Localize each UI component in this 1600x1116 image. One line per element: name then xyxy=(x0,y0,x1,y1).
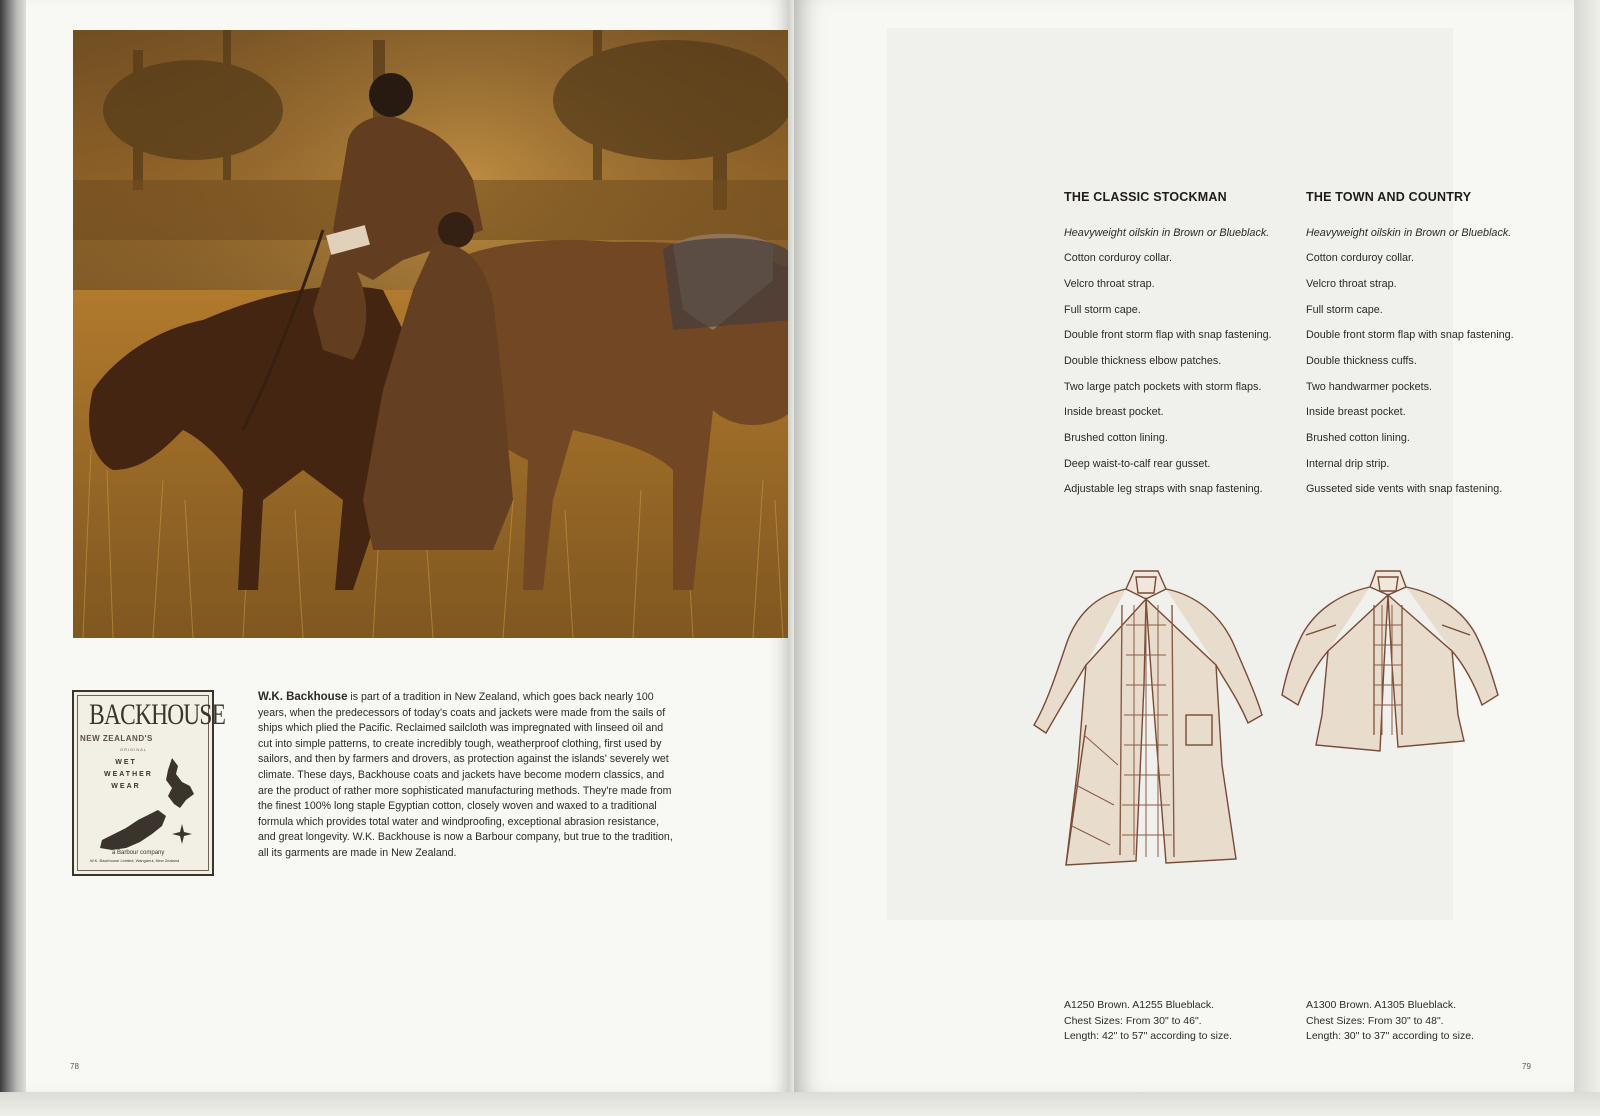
stockman-specs xyxy=(1064,998,1294,1045)
logo-footer-small: W.K. Backhouse Limited, Wanganui, New Zealand xyxy=(90,858,180,863)
product-feature: Deep waist-to-calf rear gusset. xyxy=(1064,457,1211,470)
logo-brand-text: BACKHOUSE xyxy=(89,698,226,731)
right-page xyxy=(794,0,1574,1092)
riders-with-horses-photo xyxy=(73,30,793,638)
logo-original: ORIGINAL xyxy=(120,747,148,752)
logo-line-weather: WEATHER xyxy=(104,771,153,778)
backhouse-logo xyxy=(72,690,226,876)
product-feature: Velcro throat strap. xyxy=(1064,277,1155,290)
page-bottom-edge xyxy=(0,1092,1600,1116)
page-edge xyxy=(1574,0,1600,1116)
product-column-stockman xyxy=(1064,190,1294,508)
product-feature: Internal drip strip. xyxy=(1306,457,1390,470)
product-feature: Gusseted side vents with snap fastening. xyxy=(1306,483,1503,496)
binding-spine xyxy=(0,0,28,1100)
product-feature: Cotton corduroy collar. xyxy=(1306,252,1415,265)
spec-line: A1300 Brown. A1305 Blueblack. xyxy=(1306,999,1457,1011)
logo-footer: a Barbour company xyxy=(112,850,165,856)
product-feature: Adjustable leg straps with snap fastening. xyxy=(1064,483,1263,496)
product-feature: Double thickness cuffs. xyxy=(1306,354,1417,367)
logo-subtitle: NEW ZEALAND'S xyxy=(80,734,153,743)
intro-brand: W.K. Backhouse xyxy=(258,691,348,703)
spec-line: Length: 30" to 37" according to size. xyxy=(1306,1030,1474,1042)
intro-text: is part of a tradition in New Zealand, which goes back nearly 100 years, when the predecessors of today's coats and jackets were made from the sails of ships which plied the Pacific. Reclaimed sailcloth was impregnated with linseed oil and cut into simple patterns, to create incredibly tough, weatherproof clothing, first used by sailors, and then by farmers and drovers, as protection against the islands' severely wet climate. These days, Backhouse coats and jackets have become modern classics, and are the product of rather more sophisticated manufacturing methods. They're made from the finest 100% long staple Egyptian cotton, closely woven and waxed to a traditional formula which provides total water and windproofing, exceptional abrasion resistance, and great longevity. W.K. Backhouse is now a Barbour company, but true to the tradition, all its garments are made in New Zealand. xyxy=(258,691,673,859)
stockman-coat-illustration xyxy=(1026,565,1266,875)
product-feature: Full storm cape. xyxy=(1306,303,1383,316)
spec-line: Chest Sizes: From 30" to 46". xyxy=(1064,1014,1202,1027)
town-country-specs xyxy=(1306,998,1536,1045)
product-title: THE TOWN AND COUNTRY xyxy=(1306,190,1472,204)
intro-paragraph xyxy=(258,690,678,862)
new-zealand-map-icon xyxy=(82,756,208,852)
product-feature: Double front storm flap with snap fastening. xyxy=(1306,329,1514,342)
spec-line: Chest Sizes: From 30" to 48". xyxy=(1306,1014,1444,1027)
page-number-left: 78 xyxy=(70,1062,79,1071)
product-feature: Cotton corduroy collar. xyxy=(1064,252,1173,265)
town-country-jacket-illustration xyxy=(1276,565,1506,765)
spec-line: Length: 42" to 57" according to size. xyxy=(1064,1030,1232,1042)
product-column-town-country xyxy=(1306,190,1536,508)
product-feature: Inside breast pocket. xyxy=(1306,406,1406,419)
logo-line-wet: WET xyxy=(115,759,137,766)
product-feature: Velcro throat strap. xyxy=(1306,277,1397,290)
product-feature: Brushed cotton lining. xyxy=(1306,432,1410,444)
logo-line-wear: WEAR xyxy=(111,783,141,790)
product-feature: Two handwarmer pockets. xyxy=(1306,380,1433,393)
product-feature: Double front storm flap with snap fastening. xyxy=(1064,329,1272,342)
spec-line: A1250 Brown. A1255 Blueblack. xyxy=(1064,999,1215,1011)
product-material: Heavyweight oilskin in Brown or Blueblack. xyxy=(1064,226,1270,239)
product-title: THE CLASSIC STOCKMAN xyxy=(1064,190,1227,204)
product-feature: Two large patch pockets with storm flaps. xyxy=(1064,380,1262,393)
left-page xyxy=(26,0,792,1092)
page-number-right: 79 xyxy=(1522,1062,1531,1071)
product-feature: Full storm cape. xyxy=(1064,303,1141,316)
product-feature: Double thickness elbow patches. xyxy=(1064,354,1222,367)
product-material: Heavyweight oilskin in Brown or Blueblack. xyxy=(1306,226,1512,239)
product-feature: Inside breast pocket. xyxy=(1064,406,1164,419)
product-feature: Brushed cotton lining. xyxy=(1064,432,1168,444)
